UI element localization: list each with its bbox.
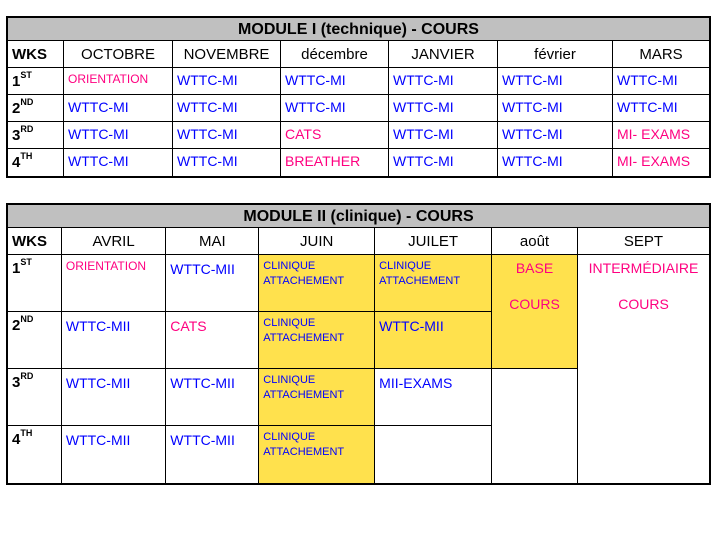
schedule-cell: WTTC-MI: [498, 149, 613, 176]
schedule-cell: WTTC-MI: [173, 95, 281, 121]
aout-line1: BASE: [515, 260, 554, 276]
header-month: décembre: [281, 41, 389, 67]
schedule-cell: CLINIQUE ATTACHEMENT: [375, 255, 491, 311]
schedule-cell: CATS: [166, 312, 259, 368]
header-wks: WKS: [8, 228, 62, 254]
schedule-cell: CATS: [281, 122, 389, 148]
week-label: 2ND: [8, 95, 64, 121]
table-row: [8, 95, 709, 122]
schedule-cell: WTTC-MII: [62, 369, 166, 425]
header-month: février: [498, 41, 613, 67]
table-row: [8, 426, 491, 483]
week-label: 1ST: [8, 68, 64, 94]
schedule-cell: WTTC-MI: [498, 122, 613, 148]
header-month: août: [492, 228, 577, 255]
module1-table: [6, 16, 711, 178]
schedule-cell: WTTC-MI: [281, 95, 389, 121]
schedule-cell: WTTC-MI: [64, 149, 173, 176]
schedule-cell: WTTC-MI: [498, 95, 613, 121]
aout-line2: COURS: [509, 296, 560, 312]
table-row: [8, 255, 491, 312]
schedule-cell: CLINIQUE ATTACHEMENT: [259, 312, 375, 368]
schedule-cell: WTTC-MII: [375, 312, 491, 368]
empty-cell: [492, 369, 577, 485]
schedule-cell: BREATHER: [281, 149, 389, 176]
schedule-cell: WTTC-MI: [498, 68, 613, 94]
schedule-cell: WTTC-MII: [166, 255, 259, 311]
schedule-cell: MII-EXAMS: [379, 375, 453, 391]
schedule-cell: ORIENTATION: [64, 68, 173, 94]
header-wks: WKS: [8, 41, 64, 67]
schedule-cell: WTTC-MI: [281, 68, 389, 94]
module1-header-row: [8, 41, 709, 68]
week-label: 1ST: [8, 255, 62, 311]
table-row: [8, 312, 491, 369]
schedule-cell: CLINIQUE ATTACHEMENT: [259, 369, 375, 425]
schedule-cell: WTTC-MI: [389, 95, 498, 121]
header-month: MAI: [166, 228, 259, 254]
schedule-cell: WTTC-MII: [62, 312, 166, 368]
schedule-cell: WTTC-MI: [617, 99, 678, 115]
schedule-cell: MI- EXAMS: [617, 153, 691, 169]
module2-header-row: [8, 228, 491, 255]
header-month: SEPT: [578, 228, 709, 255]
header-month: MARS: [639, 46, 683, 63]
schedule-cell: WTTC-MII: [166, 369, 259, 425]
schedule-cell: WTTC-MII: [62, 426, 166, 483]
week-label: 2ND: [8, 312, 62, 368]
schedule-cell: MI- EXAMS: [617, 126, 691, 142]
schedule-cell: WTTC-MII: [166, 426, 259, 483]
schedule-cell: CLINIQUE ATTACHEMENT: [259, 426, 375, 483]
schedule-cell: WTTC-MI: [617, 72, 678, 88]
sept-line1: INTERMÉDIAIRE: [588, 260, 699, 276]
sept-line2: COURS: [618, 296, 669, 312]
schedule-cell: WTTC-MI: [173, 68, 281, 94]
header-month: NOVEMBRE: [173, 41, 281, 67]
week-label: 4TH: [8, 426, 62, 483]
schedule-cell: [375, 426, 491, 483]
week-label: 3RD: [8, 122, 64, 148]
module2-title: MODULE II (clinique) - COURS: [8, 205, 709, 228]
schedule-cell: WTTC-MI: [389, 122, 498, 148]
schedule-cell: WTTC-MI: [389, 68, 498, 94]
header-month: JUIN: [259, 228, 375, 254]
sept-course-cell: [578, 255, 709, 312]
schedule-cell: WTTC-MI: [64, 95, 173, 121]
header-month: AVRIL: [62, 228, 166, 254]
module2-table: [6, 203, 711, 485]
schedule-cell: CLINIQUE ATTACHEMENT: [259, 255, 375, 311]
schedule-cell: WTTC-MI: [173, 149, 281, 176]
schedule-cell: WTTC-MI: [64, 122, 173, 148]
schedule-cell: ORIENTATION: [62, 255, 166, 311]
header-month: JANVIER: [389, 41, 498, 67]
table-row: [8, 369, 491, 426]
module1-title: MODULE I (technique) - COURS: [8, 18, 709, 41]
header-month: OCTOBRE: [64, 41, 173, 67]
schedule-cell: WTTC-MI: [389, 149, 498, 176]
week-label: 3RD: [8, 369, 62, 425]
table-row: [8, 149, 709, 176]
header-month: JUILET: [408, 233, 459, 250]
table-row: [8, 68, 709, 95]
week-label: 4TH: [8, 149, 64, 176]
aout-course-cell: [492, 255, 577, 369]
schedule-cell: WTTC-MI: [173, 122, 281, 148]
table-row: [8, 122, 709, 149]
